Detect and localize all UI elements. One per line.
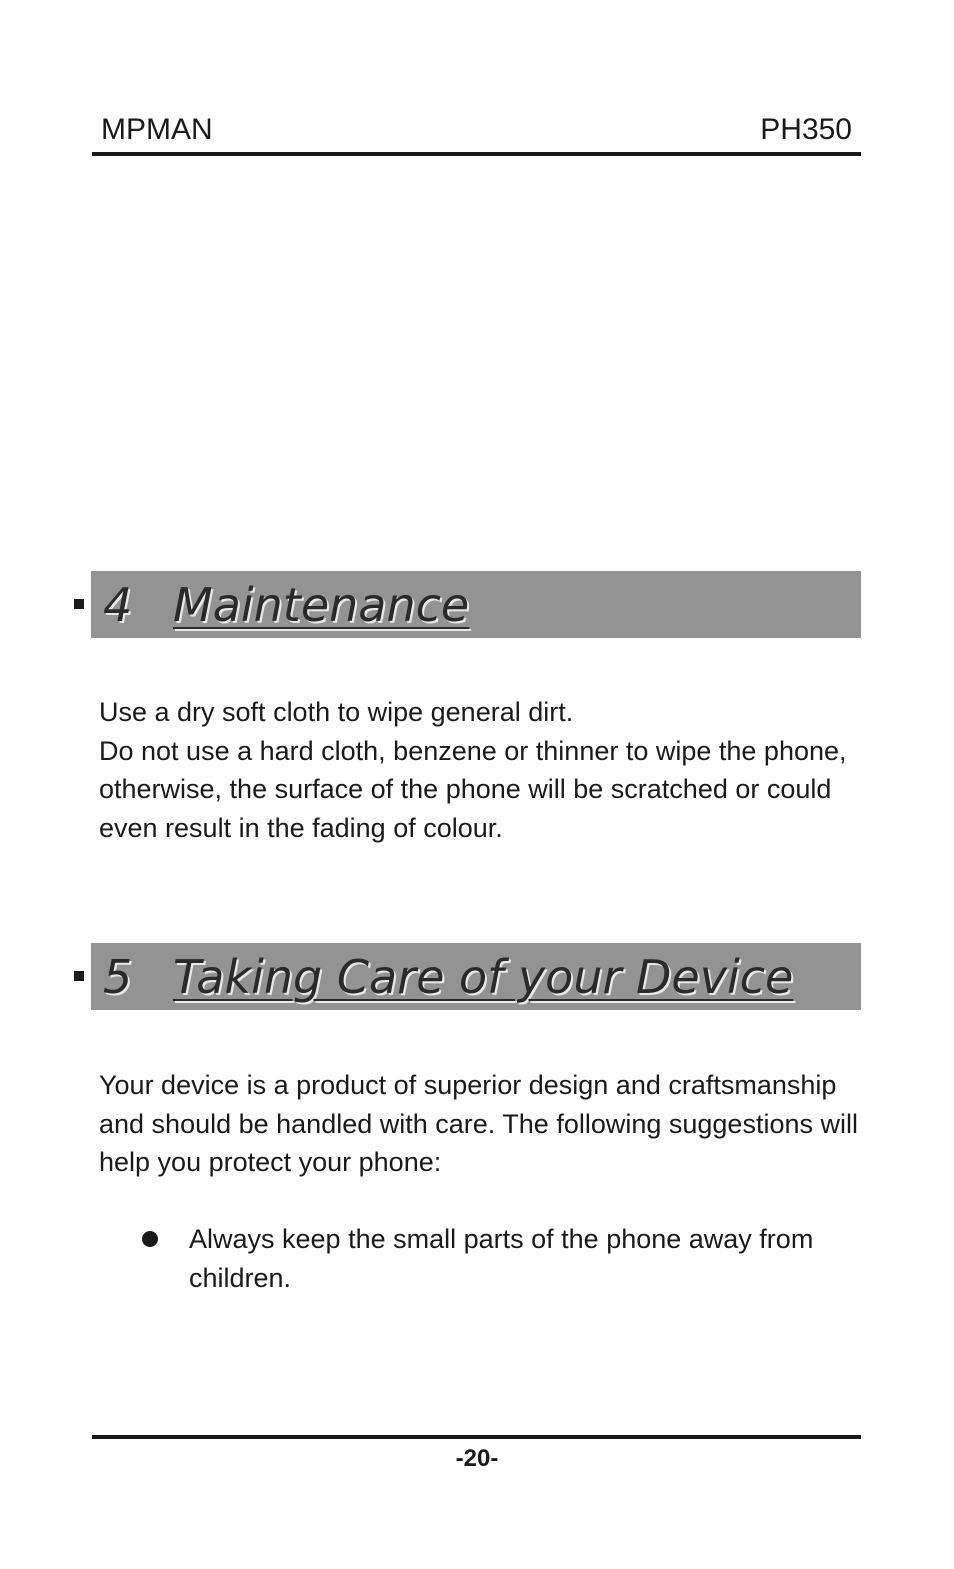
- section-5-paragraph-1: Your device is a product of superior design and craftsmanship and should be handled with care. The following suggestions will help you protect your phone:: [99, 1070, 858, 1177]
- header-model: PH350: [760, 113, 852, 146]
- header-rule: [92, 152, 861, 156]
- section-4-paragraph-1: Use a dry soft cloth to wipe general dirt.: [99, 697, 574, 727]
- section-4-body: [99, 693, 879, 847]
- page-number: -20-: [455, 1445, 499, 1472]
- section-4-heading-bar: [91, 571, 861, 638]
- section-4-paragraph-2: Do not use a hard cloth, benzene or thinner to wipe the phone, otherwise, the surface of the phone will be scratched or could even result in the fading of colour.: [99, 735, 847, 843]
- footer-rule: [92, 1435, 861, 1439]
- section-5-number: 5: [103, 950, 133, 1004]
- section-4-title: [103, 577, 469, 633]
- page-header: [92, 108, 861, 152]
- care-suggestions-list: [140, 1220, 880, 1297]
- header-brand: MPMAN: [101, 113, 213, 146]
- bullet-dot-icon: [142, 1231, 158, 1247]
- section-4-marker: [74, 599, 84, 609]
- section-4-name: Maintenance: [173, 578, 470, 632]
- section-5-title: [103, 949, 793, 1005]
- section-5-name: Taking Care of your Device: [173, 950, 794, 1004]
- section-5-heading-bar: [91, 943, 861, 1010]
- section-4-number: 4: [103, 578, 133, 632]
- section-5-body: [99, 1066, 879, 1182]
- list-item: [140, 1220, 880, 1297]
- section-5-marker: [74, 971, 84, 981]
- list-item-text: Always keep the small parts of the phone away from children.: [189, 1224, 814, 1293]
